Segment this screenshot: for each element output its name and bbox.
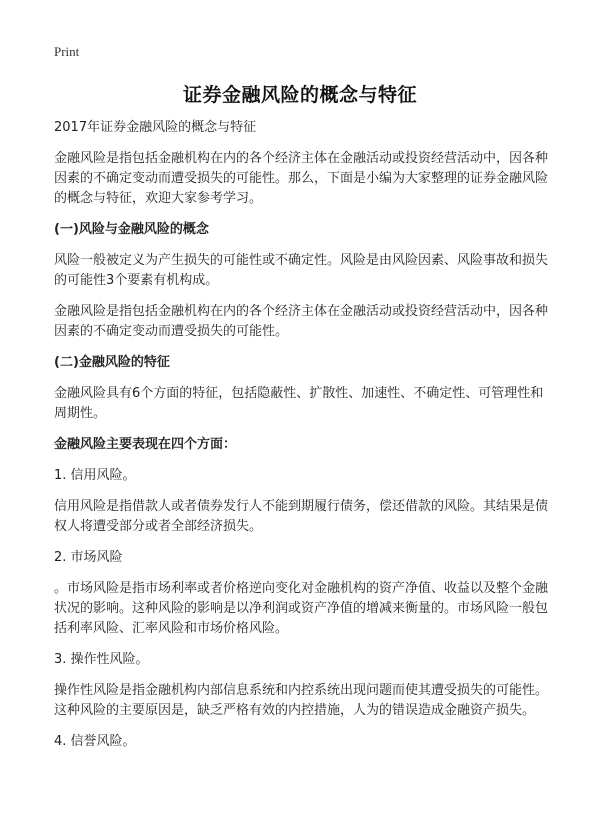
paragraph: 4. 信誉风险。 [54,734,136,749]
paragraph: 。市场风险是指市场利率或者价格逆向变化对金融机构的资产净值、收益以及整个金融状况的影响。这种风险的影响是以净利润或资产净值的增减来衡量的。市场风险一般包括利率风险、汇率风险和市场价格风险。 [54,581,549,636]
print-label: Print [54,44,80,59]
document-body [54,118,550,763]
paragraph: 风险一般被定义为产生损失的可能性或不确定性。风险是由风险因素、风险事故和损失的可能性3个要素有机构成。 [54,253,549,288]
paragraph: 金融风险是指包括金融机构在内的各个经济主体在金融活动或投资经营活动中，因各种因素的不确定变动而遭受损失的可能性。那么，下面是小编为大家整理的证券金融风险的概念与特征，欢迎大家参考学习。 [54,151,549,206]
section-heading: 金融风险主要表现在四个方面： [54,437,237,452]
paragraph: 操作性风险是指金融机构内部信息系统和内控系统出现问题而使其遭受损失的可能性。这种风险的主要原因是，缺乏严格有效的内控措施，人为的错误造成金融资产损失。 [54,683,549,718]
page-title: 证券金融风险的概念与特征 [182,84,417,106]
paragraph: 2. 市场风险 [54,550,123,565]
section-heading: (一)风险与金融风险的概念 [54,222,209,237]
paragraph: 信用风险是指借款人或者债券发行人不能到期履行债务，偿还借款的风险。其结果是债权人将遭受部分或者全部经济损失。 [54,499,549,534]
document-subtitle: 2017年证券金融风险的概念与特征 [54,120,257,135]
paragraph: 1. 信用风险。 [54,468,136,483]
paragraph: 金融风险是指包括金融机构在内的各个经济主体在金融活动或投资经营活动中，因各种因素的不确定变动而遭受损失的可能性。 [54,304,549,339]
paragraph: 金融风险具有6个方面的特征，包括隐蔽性、扩散性、加速性、不确定性、可管理性和周期性。 [54,386,544,421]
paragraph-list [54,149,550,752]
paragraph: 3. 操作性风险。 [54,652,149,667]
section-heading: (二)金融风险的特征 [54,355,170,370]
